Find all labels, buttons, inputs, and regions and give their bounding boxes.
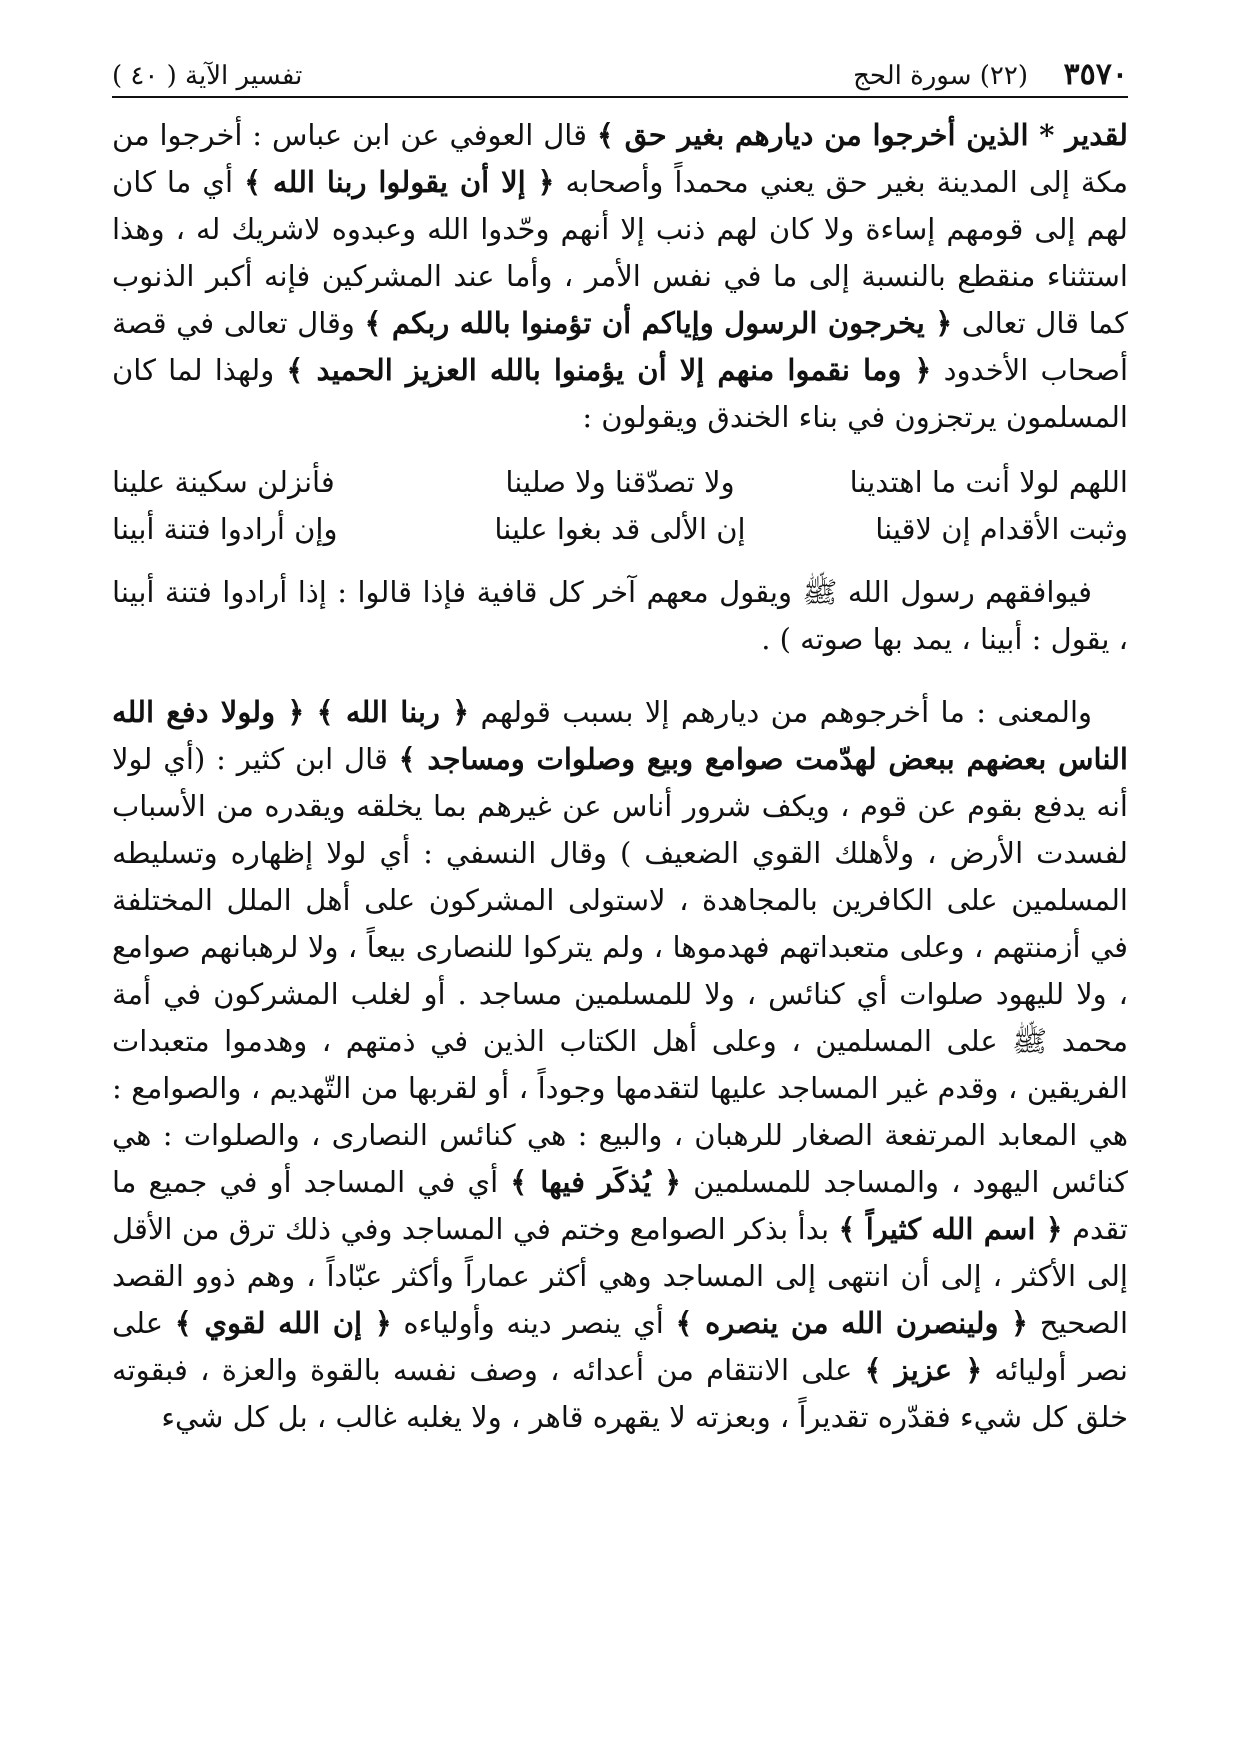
text-segment: أي في المساجد أو في جميع ما تقدم bbox=[112, 1165, 1129, 1246]
poem bbox=[112, 459, 1128, 553]
tafsir-title: تفسير الآية ( ٤٠ ) bbox=[112, 61, 303, 91]
poem-hemistich: وإن أرادوا فتنة أبينا bbox=[111, 512, 338, 546]
quran-quote: ﴿ إن الله لقوي ﴾ bbox=[174, 1306, 392, 1340]
poem-hemistich: ولا تصدّقنا ولا صلينا bbox=[505, 465, 735, 499]
quran-quote: ﴿ يُذكَر فيها ﴾ bbox=[510, 1165, 682, 1199]
paragraph-3 bbox=[112, 689, 1128, 1441]
poem-line-2 bbox=[112, 506, 1128, 553]
quran-quote: ﴿ إلا أن يقولوا ربنا الله ﴾ bbox=[244, 165, 555, 199]
text-segment: على الانتقام من أعدائه ، وصف نفسه بالقوة والعزة ، فبقوته خلق كل شيء فقدّره تقديراً ، وبعزته لا يقهره قاهر ، ولا يغلبه غالب ، بل كل شيء bbox=[112, 1353, 1128, 1434]
sura-title: (٢٢) سورة الحج bbox=[853, 61, 1028, 91]
quran-quote: ﴿ ربنا الله ﴾ ﴿ ولولا دفع الله الناس بعضهم ببعض لهدّمت صوامع وبيع وصلوات ومساجد ﴾ bbox=[112, 695, 1128, 776]
paragraph-1 bbox=[112, 112, 1128, 441]
text-segment: أي ينصر دينه وأولياءه bbox=[391, 1306, 676, 1340]
poem-hemistich: فأنزلن سكينة علينا bbox=[111, 465, 335, 499]
quran-quote: ﴿ يخرجون الرسول وإياكم أن تؤمنوا بالله ربكم ﴾ bbox=[364, 306, 953, 340]
page-number: ٣٥٧٠ bbox=[1063, 57, 1128, 92]
paragraph-2: فيوافقهم رسول الله ﷺ ويقول معهم آخر كل قافية فإذا قالوا : إذا أرادوا فتنة أبينا ، يقول : أبينا ، يمد بها صوته ) . bbox=[112, 575, 1128, 656]
text-segment: قال العوفي عن ابن عباس : أخرجوا من مكة إلى المدينة بغير حق يعني محمداً وأصحابه bbox=[112, 118, 1128, 199]
text-segment: على نصر أوليائه bbox=[112, 1306, 1128, 1387]
text-segment: قال ابن كثير : (أي لولا أنه يدفع بقوم عن قوم ، ويكف شرور أناس عن غيرهم بما يخلقه ويقدره من الأسباب لفسدت الأرض ، ولأهلك القوي الضعيف ) وقال النسفي : أي لولا إظهاره وتسليطه المسلمين على الكافرين بالمجاهدة ، لاستولى المشركون على أهل الملل المختلفة في أزمنتهم ، وعلى متعبداتهم فهدموها ، ولم يتركوا للنصارى بيعاً ، ولا لرهبانهم صوامع ، ولا لليهود صلوات أي كنائس ، ولا للمسلمين مساجد . أو لغلب المشركون في أمة محمد ﷺ على المسلمين ، وعلى أهل الكتاب الذين في ذمتهم ، وهدموا متعبدات الفريقين ، وقدم غير المساجد عليها لتقدمها وجوداً ، أو لقربها من التّهديم ، والصوامع : هي المعابد المرتفعة الصغار للرهبان ، والبيع : هي كنائس النصارى ، والصلوات : هي كنائس اليهود ، والمساجد للمسلمين bbox=[112, 742, 1128, 1199]
quran-quote: ﴿ عزيز ﴾ bbox=[864, 1353, 983, 1387]
quran-quote: ﴿ وما نقموا منهم إلا أن يؤمنوا بالله العزيز الحميد ﴾ bbox=[286, 353, 932, 387]
poem-hemistich: وثبت الأقدام إن لاقينا bbox=[875, 512, 1128, 546]
poem-line-1 bbox=[112, 459, 1128, 506]
text-segment: والمعنى : ما أخرجوهم من ديارهم إلا بسبب قولهم bbox=[469, 695, 1093, 729]
text-segment: بدأ بذكر الصوامع وختم في المساجد وفي ذلك ترق من الأقل إلى الأكثر ، إلى أن انتهى إلى المساجد وهي أكثر عماراً وأكثر عبّاداً ، وهم ذوو القصد الصحيح bbox=[112, 1212, 1128, 1340]
text-segment: ولهذا لما كان المسلمون يرتجزون في بناء الخندق ويقولون : bbox=[112, 353, 1128, 434]
quran-quote: ﴿ ولينصرن الله من ينصره ﴾ bbox=[675, 1306, 1029, 1340]
poem-hemistich: إن الألى قد بغوا علينا bbox=[494, 512, 746, 546]
text-segment: أي ما كان لهم إلى قومهم إساءة ولا كان لهم ذنب إلا أنهم وحّدوا الله وعبدوه لاشريك له ، وهذا استثناء منقطع بالنسبة إلى ما في نفس الأمر ، وأما عند المشركين فإنه أكبر الذنوب كما قال تعالى bbox=[112, 165, 1128, 340]
text-segment: وقال تعالى في قصة أصحاب الأخدود bbox=[112, 306, 1129, 387]
page-header bbox=[112, 58, 1128, 98]
poem-hemistich: اللهم لولا أنت ما اهتدينا bbox=[849, 465, 1128, 499]
quran-quote: لقدير * الذين أخرجوا من ديارهم بغير حق ﴾ bbox=[596, 118, 1128, 152]
quran-quote: ﴿ اسم الله كثيراً ﴾ bbox=[838, 1212, 1063, 1246]
paragraph-gap bbox=[112, 663, 1128, 689]
document-page bbox=[112, 58, 1128, 1718]
